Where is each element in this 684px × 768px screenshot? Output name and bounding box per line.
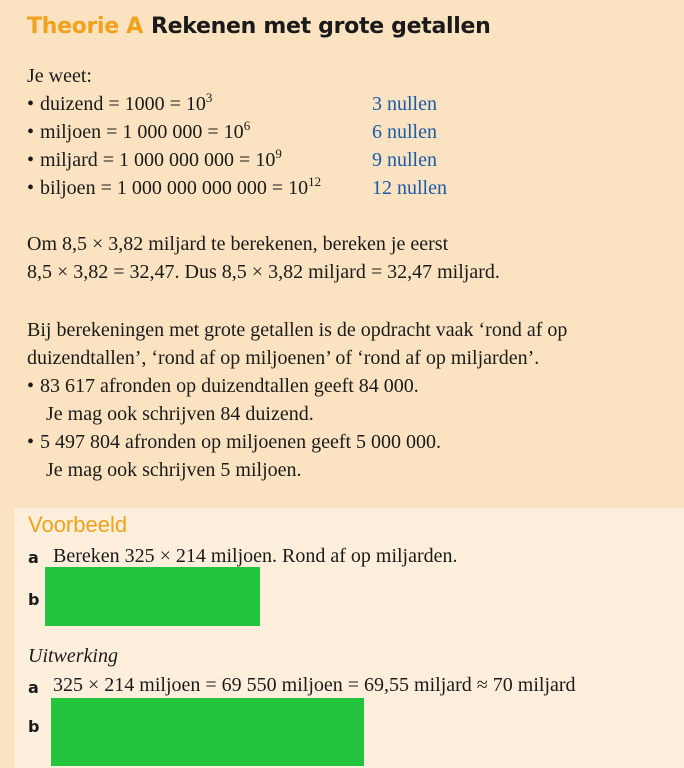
example-question-a: Bereken 325 × 214 miljoen. Rond af op miljarden. [53,545,458,567]
solution-answer-a: 325 × 214 miljoen = 69 550 miljoen = 69,55 miljard ≈ 70 miljard [53,674,576,696]
intro-text: Je weet: [27,65,92,87]
zeros-count: 9 nullen [372,149,437,171]
section-title [27,14,490,39]
theory-label: Theorie A [27,14,144,39]
solution-title: Uitwerking [28,645,118,667]
paragraph-line: 8,5 × 3,82 = 32,47. Dus 8,5 × 3,82 miljard = 32,47 miljard. [27,261,500,283]
power-item: • biljoen = 1 000 000 000 $000 = 10^{12}$ [27,174,321,202]
zeros-count: 12 nullen [372,177,447,199]
part-b-letter: b [28,717,40,736]
part-a-letter: a [28,548,39,567]
part-b-letter: b [28,590,40,609]
power-item: • miljard = 1 000 000 $000 = 10^9$ [27,146,282,174]
zeros-count: 3 nullen [372,93,437,115]
example-title: Voorbeeld [28,512,128,537]
rounding-note: Je mag ook schrijven 5 miljoen. [46,459,302,481]
power-item: • duizend = $1000 = 10^3$ [27,90,212,118]
part-a-letter: a [28,678,39,697]
redacted-block [51,698,364,766]
rounding-item: • 5 497 804 afronden op miljoenen geeft 5 000 000. [27,428,441,456]
zeros-count: 6 nullen [372,121,437,143]
redacted-block [45,567,260,626]
power-item: • miljoen = 1 000 $000 = 10^6$ [27,118,250,146]
rounding-note: Je mag ook schrijven 84 duizend. [46,403,314,425]
rounding-item: • 83 617 afronden op duizendtallen geeft 84 000. [27,372,419,400]
paragraph-line: Bij berekeningen met grote getallen is de opdracht vaak ‘rond af op [27,319,568,341]
paragraph-line: Om 8,5 × 3,82 miljard te berekenen, bereken je eerst [27,233,449,255]
paragraph-line: duizendtallen’, ‘rond af op miljoenen’ of ‘rond af op miljarden’. [27,347,540,369]
theory-heading: Rekenen met grote getallen [151,14,491,39]
